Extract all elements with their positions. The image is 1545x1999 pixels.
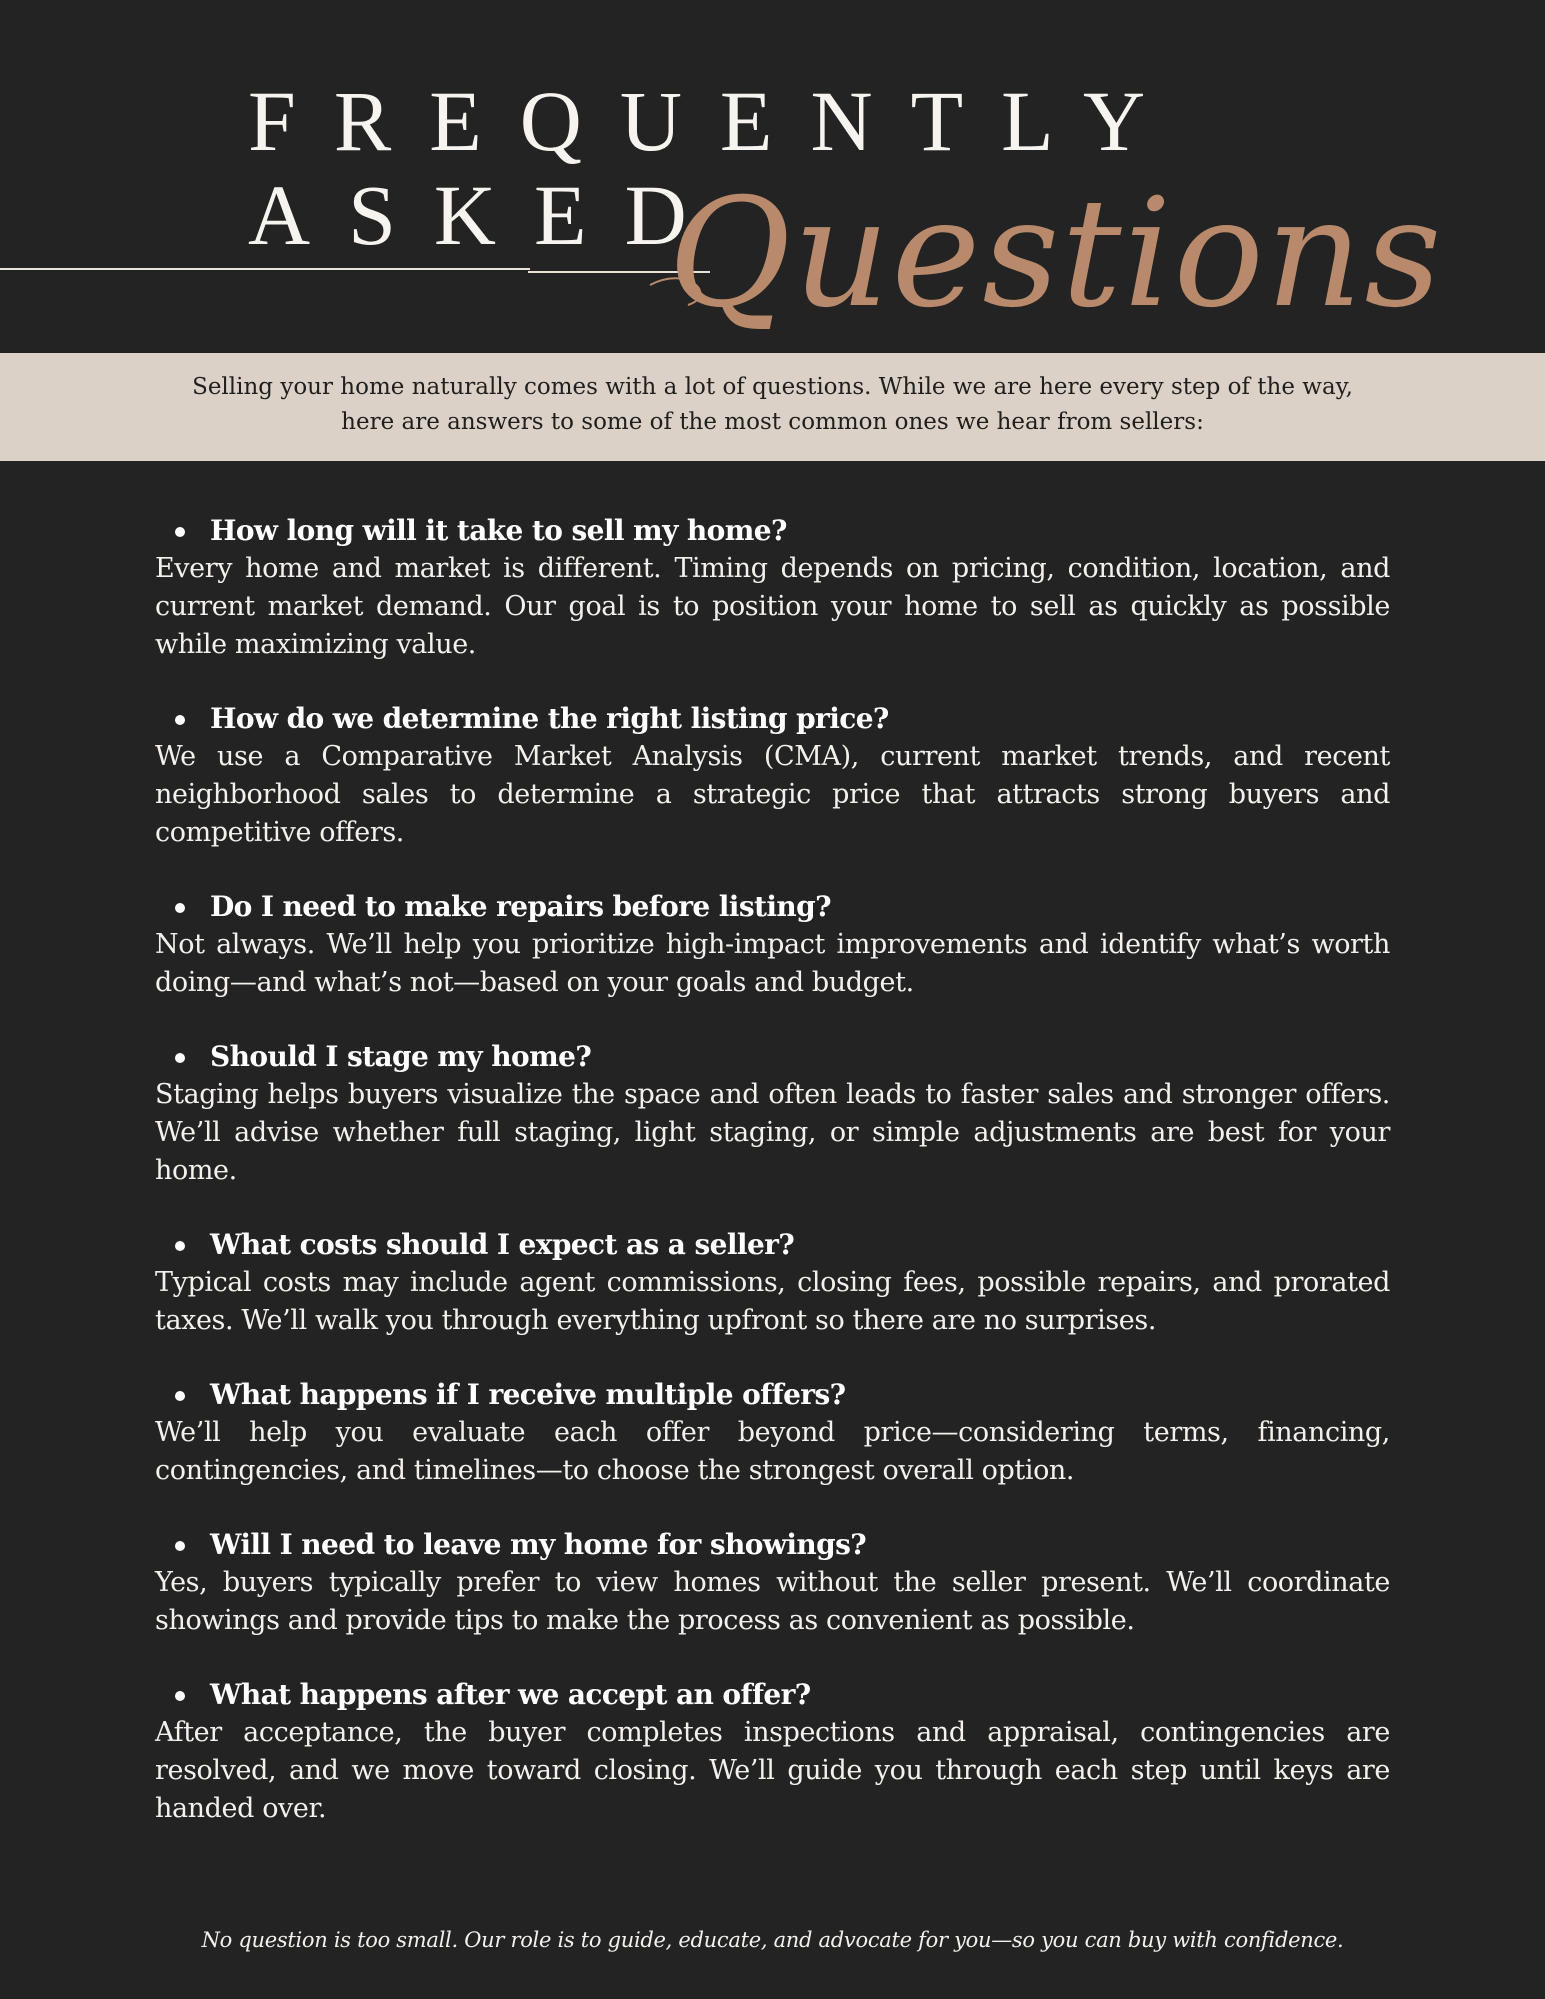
faq-question-text: Should I stage my home? <box>210 1040 592 1073</box>
faq-item <box>155 888 1390 1002</box>
bullet-icon <box>175 1391 185 1401</box>
faq-question <box>155 700 1390 738</box>
faq-question-text: Do I need to make repairs before listing? <box>210 890 831 923</box>
bullet-icon <box>175 1541 185 1551</box>
header-rule-left <box>0 268 530 270</box>
page-header <box>0 0 1545 353</box>
bullet-icon <box>175 1241 185 1251</box>
closing-statement: No question is too small. Our role is to guide, educate, and advocate for you—so you can buy with confidence. <box>201 1928 1344 1952</box>
faq-question <box>155 512 1390 550</box>
faq-answer: We use a Comparative Market Analysis (CMA), current market trends, and recent neighborhood sales to determine a strategic price that attracts strong buyers and competitive offers. <box>155 741 1390 848</box>
faq-item <box>155 1376 1390 1490</box>
faq-answer: Staging helps buyers visualize the space and often leads to faster sales and stronger offers. We’ll advise whether full staging, light staging, or simple adjustments are best for your home. <box>155 1079 1390 1186</box>
questions-script-text: Questions <box>668 167 1444 341</box>
faq-question-text: How long will it take to sell my home? <box>210 514 787 547</box>
intro-line-2: here are answers to some of the most common ones we hear from sellers: <box>341 409 1204 435</box>
bullet-icon <box>175 1053 185 1063</box>
faq-question <box>155 1526 1390 1564</box>
faq-answer: After acceptance, the buyer completes inspections and appraisal, contingencies are resolved, and we move toward closing. We’ll guide you through each step until keys are handed over. <box>155 1717 1390 1824</box>
faq-question-text: What costs should I expect as a seller? <box>210 1228 795 1261</box>
bullet-icon <box>175 527 185 537</box>
title-frequently: FREQUENTLY <box>248 73 1184 169</box>
faq-question <box>155 888 1390 926</box>
faq-item <box>155 1676 1390 1828</box>
questions-script-word <box>648 145 1444 355</box>
faq-item <box>155 700 1390 852</box>
faq-question-text: What happens if I receive multiple offers? <box>210 1378 846 1411</box>
faq-question <box>155 1226 1390 1264</box>
bullet-icon <box>175 1691 185 1701</box>
faq-answer: We’ll help you evaluate each offer beyond price—considering terms, financing, contingencies, and timelines—to choose the strongest overall option. <box>155 1417 1390 1486</box>
faq-item <box>155 1038 1390 1190</box>
title-asked: ASKED <box>248 167 725 263</box>
intro-line-1: Selling your home naturally comes with a lot of questions. While we are here every step of the way, <box>192 374 1353 400</box>
faq-question <box>155 1676 1390 1714</box>
faq-item <box>155 1226 1390 1340</box>
faq-question <box>155 1376 1390 1414</box>
faq-answer: Every home and market is different. Timing depends on pricing, condition, location, and current market demand. Our goal is to position your home to sell as quickly as possible while maximizing value. <box>155 553 1390 660</box>
faq-question-text: Will I need to leave my home for showings? <box>210 1528 867 1561</box>
faq-answer: Yes, buyers typically prefer to view homes without the seller present. We’ll coordinate showings and provide tips to make the process as convenient as possible. <box>155 1567 1390 1636</box>
faq-question-text: What happens after we accept an offer? <box>210 1678 811 1711</box>
faq-question <box>155 1038 1390 1076</box>
faq-answer: Not always. We’ll help you prioritize high-impact improvements and identify what’s worth doing—and what’s not—based on your goals and budget. <box>155 929 1390 998</box>
bullet-icon <box>175 715 185 725</box>
bullet-icon <box>175 903 185 913</box>
faq-answer: Typical costs may include agent commissions, closing fees, possible repairs, and prorated taxes. We’ll walk you through everything upfront so there are no surprises. <box>155 1267 1390 1336</box>
intro-band <box>0 353 1545 461</box>
faq-item <box>155 1526 1390 1640</box>
faq-item <box>155 512 1390 664</box>
faq-list <box>155 512 1390 1864</box>
faq-question-text: How do we determine the right listing price? <box>210 702 889 735</box>
